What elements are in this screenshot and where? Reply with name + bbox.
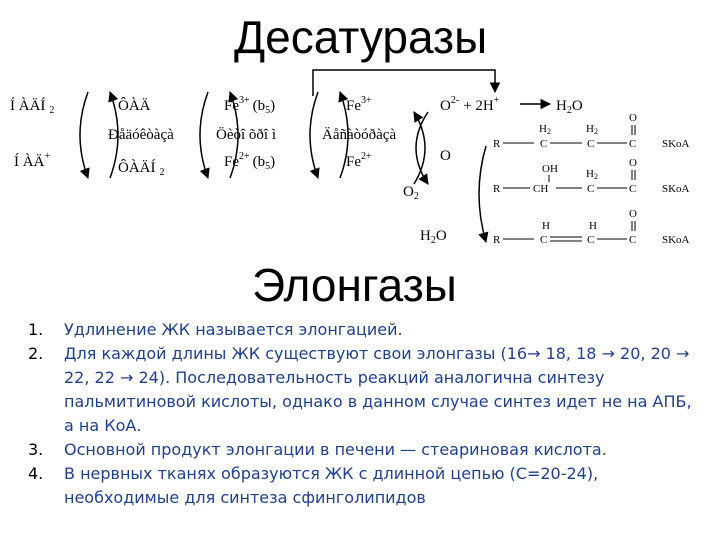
- elongation-list: [28, 318, 700, 510]
- fe2-b5-label: $Fe^{2+}$ $(b_5)$: [224, 151, 276, 172]
- title-desaturases: Десатуразы: [234, 11, 488, 63]
- h2o-bottom-label: $H_2O$: [420, 228, 447, 246]
- svg-text:C: C: [587, 183, 595, 195]
- title-elongases: Элонгазы: [252, 259, 457, 311]
- svg-text:SKoA: SKoA: [662, 183, 690, 195]
- desaturase-scheme: [0, 0, 720, 260]
- svg-text:C: C: [629, 234, 637, 246]
- svg-text:R: R: [493, 183, 501, 195]
- cytochrome-label: Öèòî õðî ì: [216, 127, 276, 143]
- list-item: 1. Удлинение ЖК называется элонгацией.: [28, 320, 403, 339]
- nadp-plus-label: Í ÀÄ+: [14, 151, 51, 170]
- svg-text:CH: CH: [533, 183, 549, 195]
- reductase-label: Ðåäóêòàçà: [108, 127, 174, 143]
- arc-arrow-3-left: [310, 92, 318, 178]
- svg-text:H: H: [542, 220, 550, 232]
- desaturase-label: Äåñàòóðàçà: [322, 127, 397, 143]
- fatty-acid-arc-arrow: [479, 146, 486, 242]
- svg-text:C: C: [587, 138, 595, 150]
- h2o-top-label: $H_2O$: [556, 98, 583, 116]
- svg-text:O: O: [629, 208, 637, 220]
- molecule-row-1: [493, 112, 690, 150]
- svg-text:H2: H2: [539, 123, 551, 136]
- svg-text:OH: OH: [542, 163, 558, 175]
- svg-text:C: C: [540, 138, 548, 150]
- list-item: 3. Основной продукт элонгации в печени — стеариновая кислота.: [28, 440, 607, 459]
- svg-text:C: C: [629, 138, 637, 150]
- molecule-row-3: [493, 208, 690, 246]
- svg-text:SKoA: SKoA: [662, 138, 690, 150]
- arc-arrow-1-left: [80, 92, 88, 178]
- svg-text:C: C: [540, 234, 548, 246]
- svg-text:H: H: [589, 220, 597, 232]
- fe3-b5-label: $Fe^{3+}$ $(b_5)$: [224, 95, 276, 116]
- fe3-desat-label: $Fe^{3+}$: [346, 95, 372, 114]
- svg-text:H2: H2: [586, 123, 598, 136]
- o2-ion-label: $O^{2-} + 2H^+$: [440, 95, 500, 114]
- o2-label: $O_2$: [403, 184, 419, 202]
- fad-label: ÔÀÄ: [118, 98, 151, 114]
- svg-text:H2: H2: [586, 168, 598, 181]
- arc-arrow-2-left: [200, 92, 208, 178]
- fe2-desat-label: $Fe^{2+}$: [346, 151, 372, 170]
- svg-text:C: C: [629, 183, 637, 195]
- arc-arrow-4-left: [416, 112, 428, 184]
- svg-text:O: O: [629, 112, 637, 124]
- fadh2-label: ÔÀÄÍ $_2$: [118, 160, 165, 178]
- svg-text:SKoA: SKoA: [662, 234, 690, 246]
- svg-text:C: C: [587, 234, 595, 246]
- svg-text:R: R: [493, 234, 501, 246]
- list-item: 2. Для каждой длины ЖК существуют свои элонгазы (16→ 18, 18 → 20, 20 → 22, 22 → 24). Последовательность реакций аналогична синтезу пальмитиновой кислоты, однако в данном случае синтез идет не на АПБ, а на КоА.: [28, 344, 692, 435]
- molecule-row-2: [493, 157, 690, 195]
- list-item: 4. В нервных тканях образуются ЖК с длинной цепью (С=20-24), необходимые для синтеза сфинголипидов: [28, 464, 599, 507]
- svg-text:R: R: [493, 138, 501, 150]
- o-atom-label: O: [440, 148, 451, 164]
- svg-text:O: O: [629, 157, 637, 169]
- nadph2-label: Í ÀÄÍ $_2$: [10, 98, 55, 116]
